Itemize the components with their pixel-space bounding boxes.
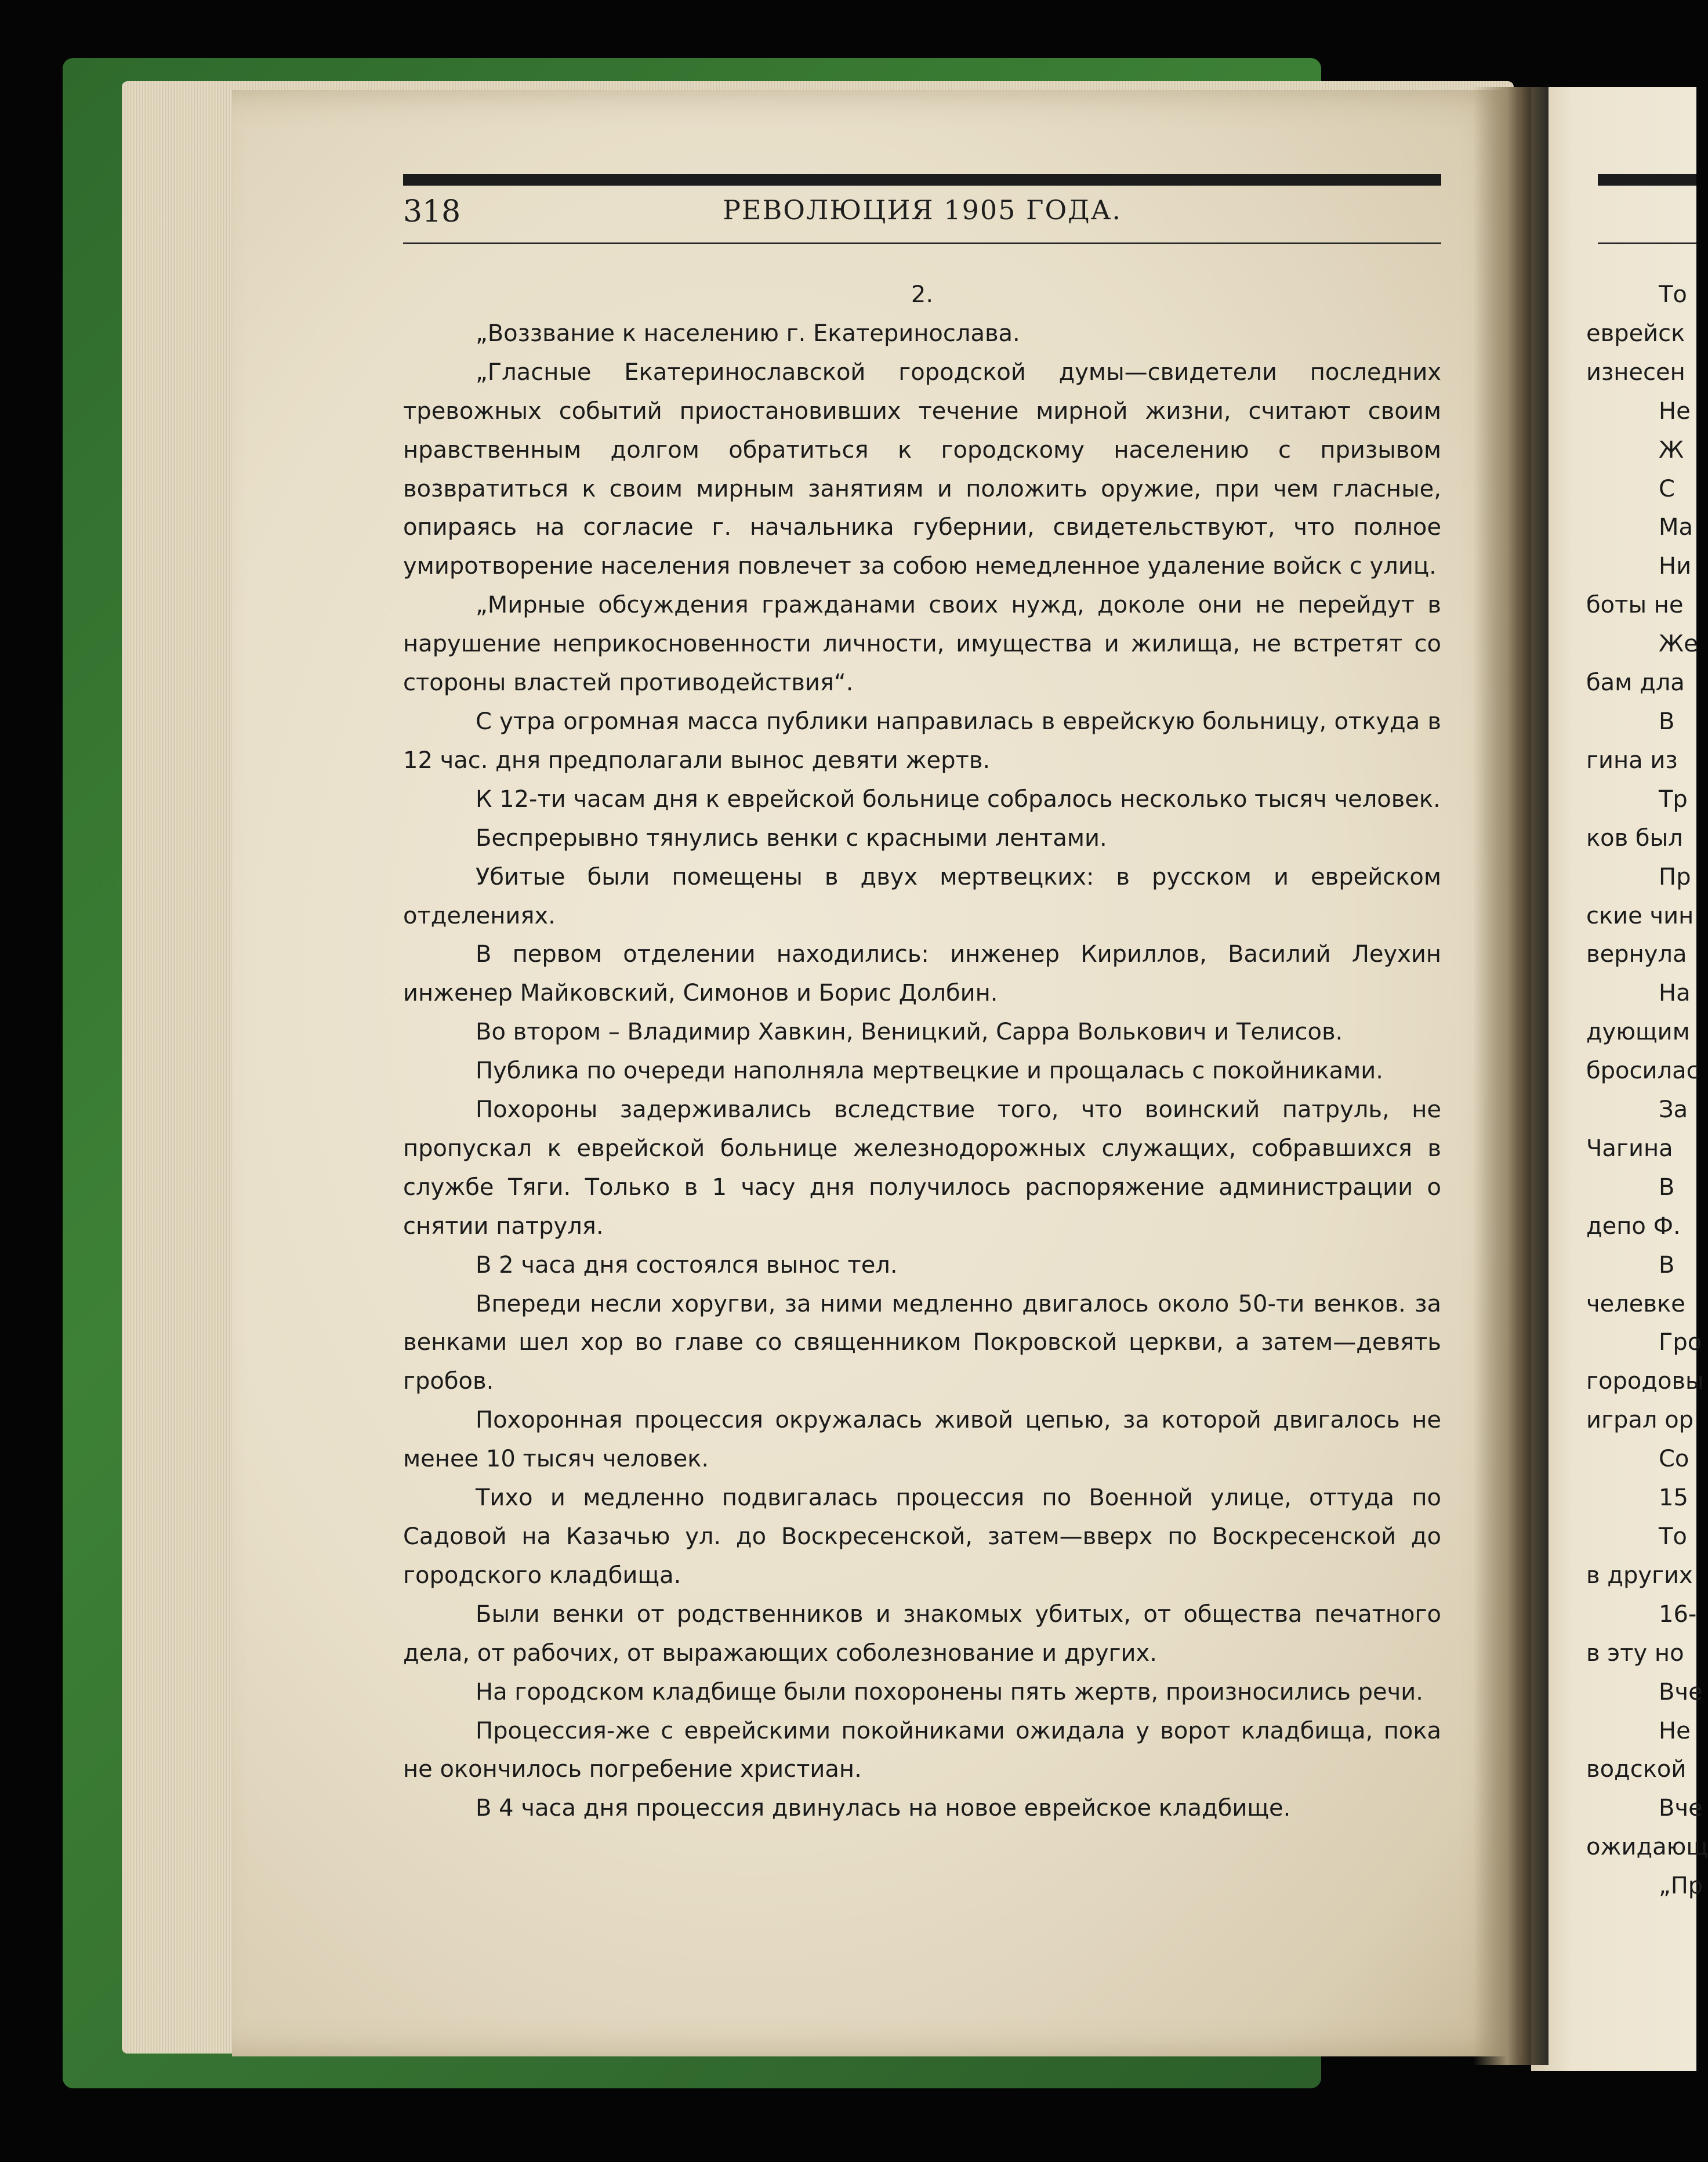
right-page-line: в других (1586, 1562, 1693, 1589)
right-page-line: вернула (1586, 941, 1687, 968)
right-page-line: боты не (1586, 592, 1684, 619)
right-page-line: дующим (1586, 1019, 1690, 1046)
paragraph: Публика по очереди наполняла мертвецкие и прощалась с покойниками. (476, 1058, 1383, 1085)
right-page-line: Вче (1659, 1795, 1703, 1822)
paragraph-list (403, 314, 1441, 1828)
right-page-line: Тр (1659, 785, 1688, 813)
right-page-line: депо Ф. (1586, 1212, 1681, 1240)
right-page-line: „Пр (1659, 1873, 1703, 1900)
right-header-rule-thin (1598, 242, 1696, 244)
paragraph: Во втором – Владимир Хавкин, Веницкий, Сарра Волькович и Телисов. (476, 1019, 1343, 1046)
right-page-line: За (1659, 1096, 1688, 1124)
right-page-line: 16- (1659, 1600, 1697, 1628)
paragraph: „Воззвание к населению г. Екатеринослава. (476, 320, 1020, 347)
book-gutter (1473, 87, 1549, 2065)
right-page-line: Не (1659, 1717, 1691, 1744)
right-page-line: На (1659, 980, 1691, 1007)
paragraph: В 4 часа дня процессия двинулась на новое еврейское кладбище. (476, 1795, 1291, 1822)
paragraph: Убитые были помещены в двух мертвецких: в русском и еврейском отделениях. (403, 863, 1441, 929)
paragraph: Тихо и медленно подвигалась процессия по Военной улице, оттуда по Садовой на Казачью ул. до Воскресенской, затем—вверх по Воскресенской до городского кладбища. (403, 1484, 1441, 1589)
right-header-rule-thick (1598, 174, 1696, 186)
paragraph: В 2 часа дня состоялся вынос тел. (476, 1251, 898, 1279)
right-page-line: Ма (1659, 514, 1694, 541)
right-page-line: ожидающ (1586, 1834, 1708, 1861)
right-page-line: То (1659, 1523, 1687, 1550)
page-body (403, 276, 1441, 1828)
paragraph: Процессия-же с еврейскими покойниками ожидала у ворот кладбища, пока не окончилось погребение христиан. (403, 1717, 1441, 1783)
right-page-line: еврейск (1586, 320, 1685, 347)
page-header (403, 194, 1441, 235)
right-page-line: ков был (1586, 824, 1683, 852)
paragraph: К 12-ти часам дня к еврейской больнице собралось несколько тысяч человек. (476, 785, 1441, 813)
right-page-line: бросилас (1586, 1058, 1699, 1085)
running-title: РЕВОЛЮЦИЯ 1905 ГОДА. (722, 194, 1122, 226)
paragraph: Беспрерывно тянулись венки с красными лентами. (476, 824, 1107, 852)
section-number: 2. (911, 281, 934, 308)
right-page-line: Пр (1659, 863, 1691, 890)
paragraph: Похоронная процессия окружалась живой цепью, за которой двигалось не менее 10 тысяч человек. (403, 1407, 1441, 1473)
right-page-line: Ни (1659, 553, 1692, 580)
right-page-line: в эту но (1586, 1639, 1684, 1667)
header-rule-thin (403, 242, 1441, 244)
paragraph: Были венки от родственников и знакомых убитых, от общества печатного дела, от рабочих, от выражающих соболезнование и других. (403, 1600, 1441, 1667)
right-page-line: ские чин (1586, 902, 1694, 929)
right-page-line: Ж (1659, 436, 1684, 463)
paragraph: Похороны задерживались вследствие того, что воинский патруль, не пропускал к еврейской больнице железнодорожных служащих, собравшихся в службе Тяги. Только в 1 часу дня получилось распоряжение администрации о снятии патруля. (403, 1096, 1441, 1240)
paragraph: Впереди несли хоругви, за ними медленно двигалось около 50-ти венков. за венками шел хор во главе со священником Покровской церкви, а затем—девять гробов. (403, 1290, 1441, 1395)
paragraph: В первом отделении находились: инженер Кириллов, Василий Леухин инженер Майковский, Симонов и Борис Долбин. (403, 941, 1441, 1007)
right-page-line: Гро (1659, 1329, 1702, 1356)
header-rule-thick (403, 174, 1441, 186)
page-number: 318 (403, 194, 461, 229)
right-page-line: В (1659, 708, 1675, 735)
right-page-line: С (1659, 475, 1675, 502)
right-page-line: Чагина (1586, 1135, 1673, 1162)
right-page-line: Вче (1659, 1678, 1703, 1705)
right-page-line: челевке (1586, 1290, 1685, 1317)
right-page-line: В (1659, 1174, 1675, 1201)
right-page-line: бам дла (1586, 669, 1685, 697)
right-page-line: гина из (1586, 747, 1678, 774)
right-page-line: играл ор (1586, 1407, 1694, 1434)
right-page-line: То (1659, 281, 1687, 308)
right-page-line: 15 (1659, 1484, 1688, 1512)
paragraph: На городском кладбище были похоронены пять жертв, произносились речи. (476, 1678, 1423, 1705)
right-page-line: В (1659, 1251, 1675, 1279)
paragraph: „Мирные обсуждения гражданами своих нужд, доколе они не перейдут в нарушение неприкосновенности личности, имущества и жилища, не встретят со стороны властей противодействия“. (403, 592, 1441, 697)
right-page-line: городовы (1586, 1368, 1704, 1395)
paragraph: „Гласные Екатеринославской городской думы—свидетели последних тревожных событий приостановивших течение мирной жизни, считают своим нравственным долгом обратиться к городскому населению с призывом возвратиться к своим мирным занятиям и положить оружие, при чем гласные, опираясь на согласие г. начальника губернии, свидетельствуют, что полное умиротворение населения повлечет за собою немедленное удаление войск с улиц. (403, 358, 1441, 580)
right-page-line: водской (1586, 1756, 1687, 1783)
right-page-line: Не (1659, 397, 1691, 425)
paragraph: С утра огромная масса публики направилась в еврейскую больницу, откуда в 12 час. дня предполагали вынос девяти жертв. (403, 708, 1441, 774)
right-page-line: изнесен (1586, 358, 1685, 386)
right-page-line: Со (1659, 1446, 1689, 1473)
right-page-text (1586, 276, 1708, 1906)
right-page-line: Же (1659, 631, 1698, 658)
